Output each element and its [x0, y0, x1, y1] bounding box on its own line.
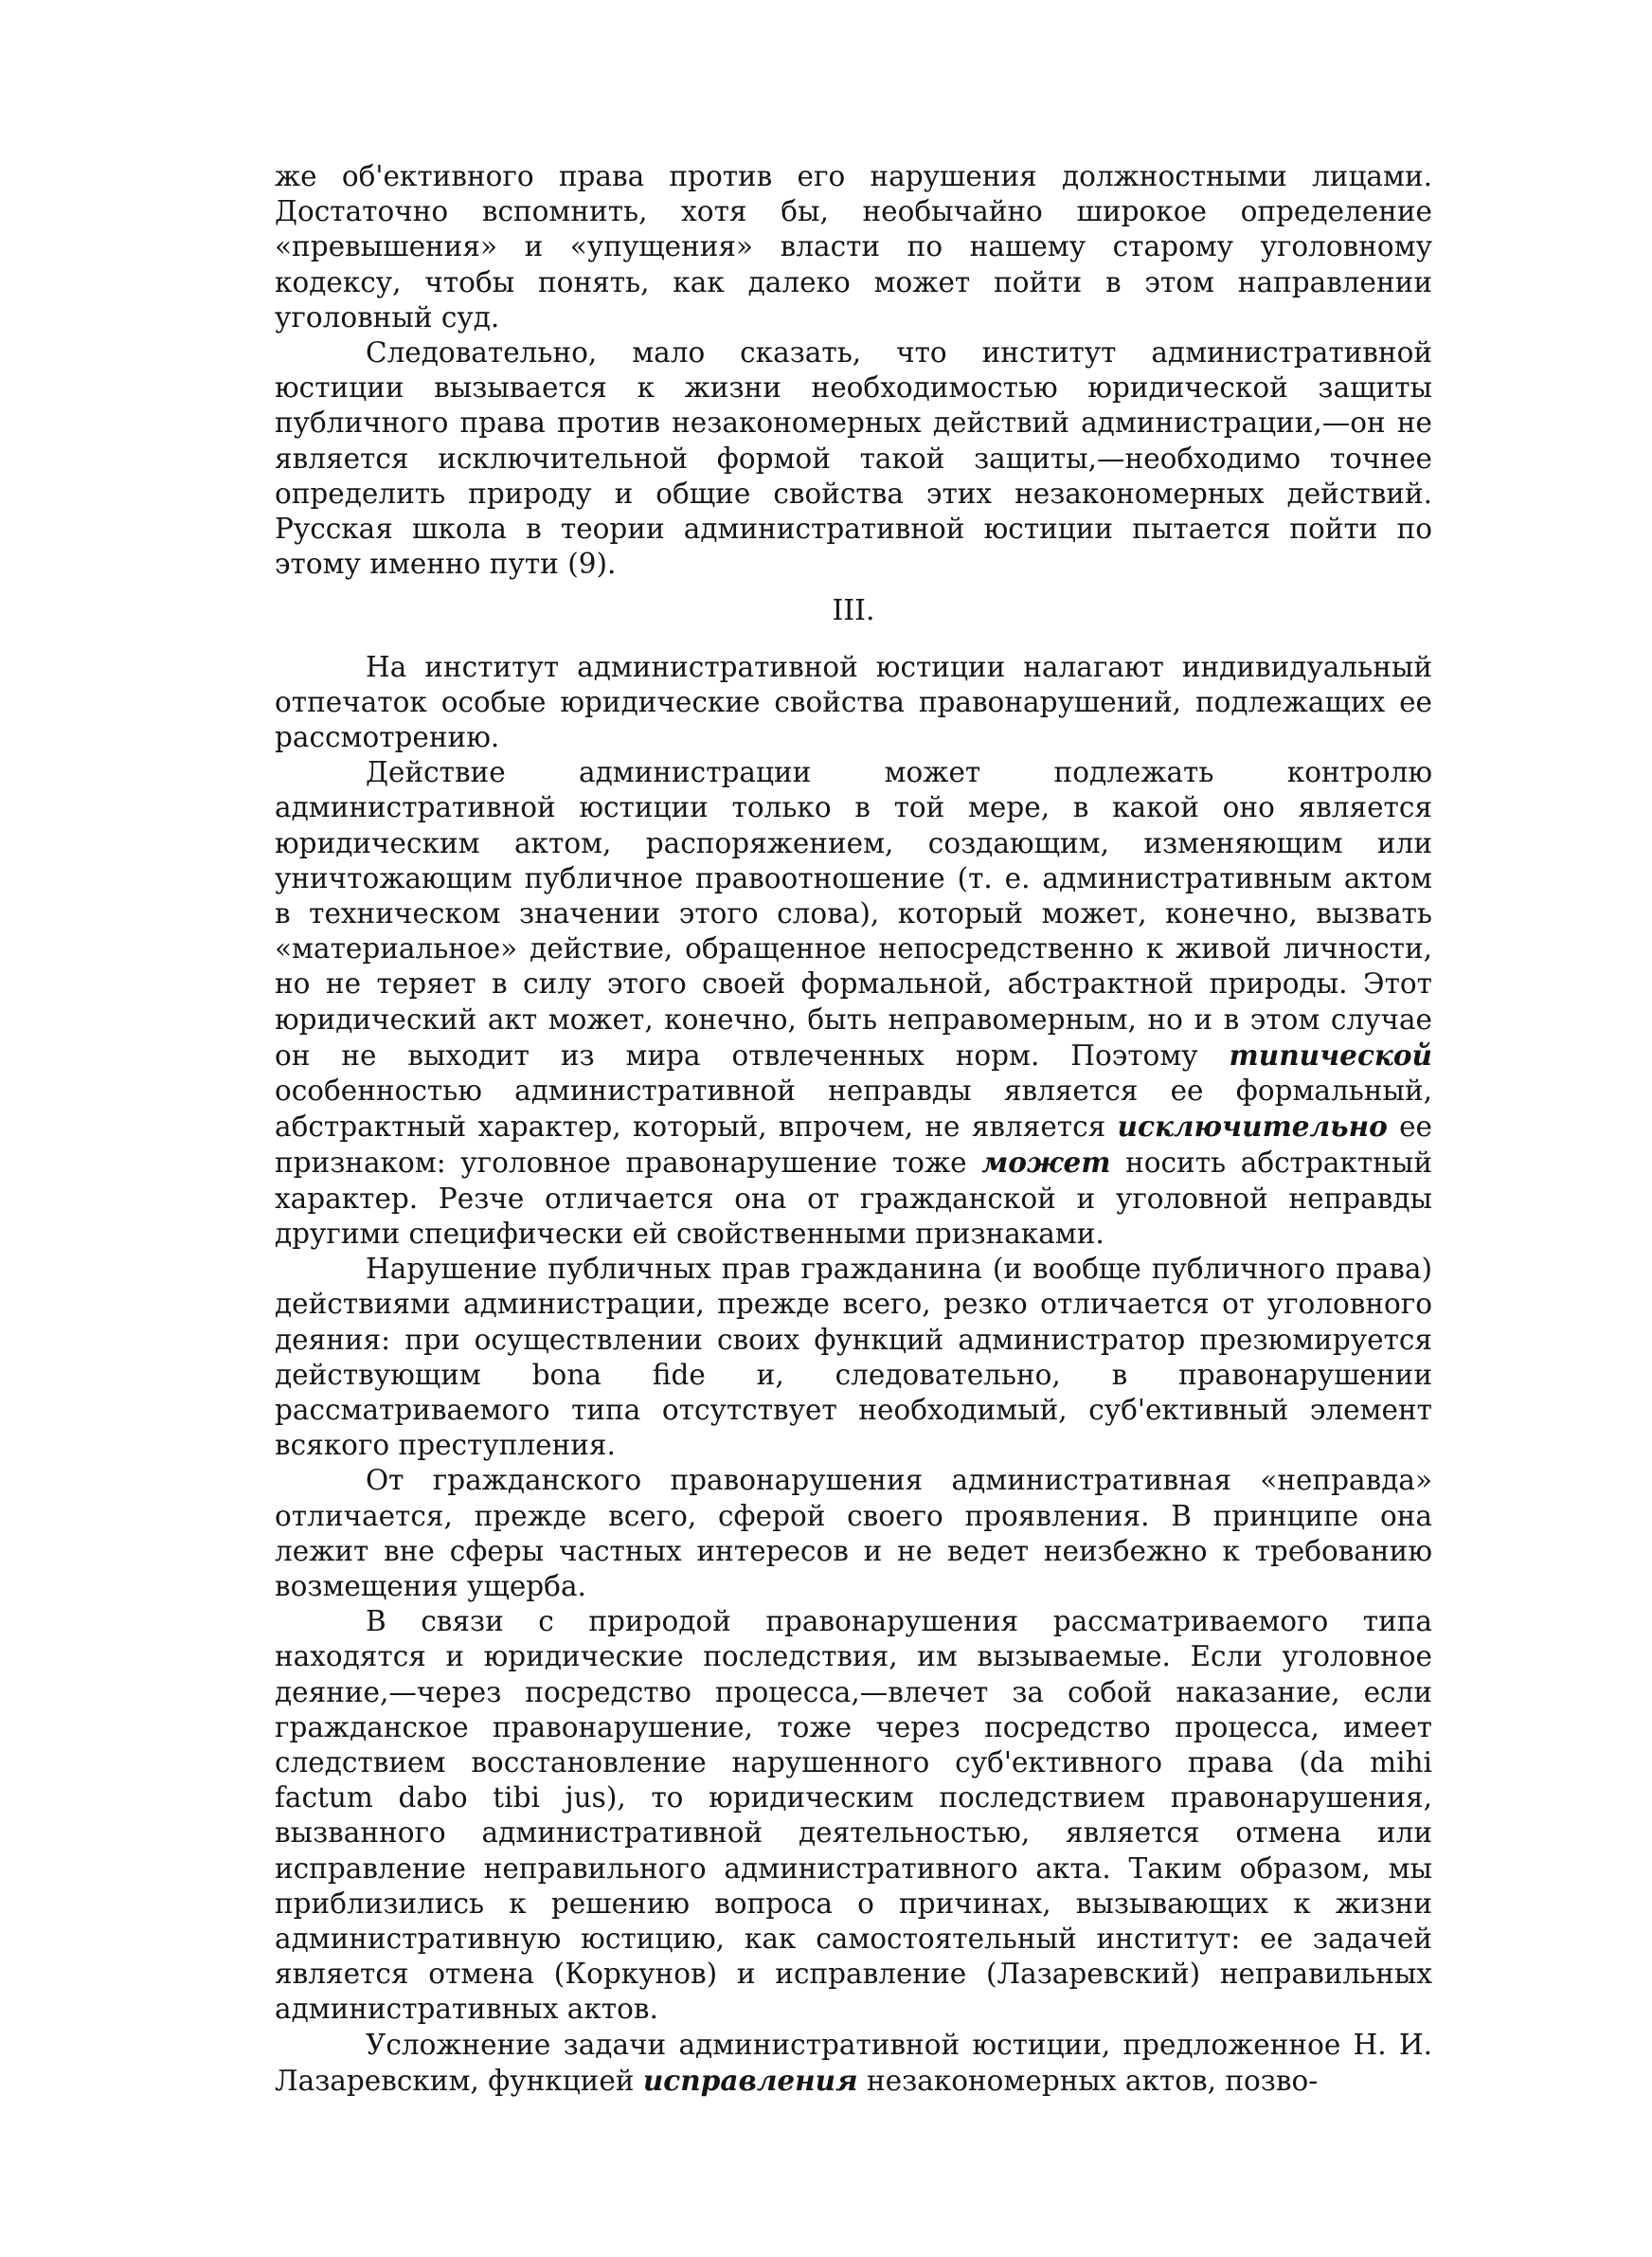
paragraph-5 [275, 1252, 1432, 1463]
paragraph-8 [275, 2028, 1432, 2099]
paragraph-text: же об'ективного права против его нарушения должностными лицами. Достаточно вспомнить, хотя бы, необычайно широкое определение «превышения» и «упущения» власти по нашему старому уголовному кодексу, чтобы понять, как далеко может пойти в этом направлении уголовный суд. [275, 160, 1432, 334]
paragraph-text: Нарушение публичных прав гражданина (и вообще публичного права) действиями администрации, прежде всего, резко отличается от уголовного деяния: при осуществлении своих функций администратор презюмируется действующим bona fide и, следовательно, в правонарушении рассматриваемого типа отсутствует необходимый, суб'ективный элемент всякого преступления. [275, 1253, 1432, 1462]
emphasis-text: исключительно [1117, 1110, 1388, 1144]
paragraph-text: ее признаком: уголовное правонарушение тоже [275, 1110, 1433, 1180]
paragraph-text: На институт административной юстиции налагают индивидуальный отпечаток особые юридические свойства правонарушений, подлежащих ее рассмотрению. [275, 650, 1432, 754]
paragraph-text: носить абстрактный характер. Резче отличается она от гражданской и уголовной неправды другими специфически ей свойственными признаками. [275, 1147, 1432, 1250]
paragraph-text: Усложнение задачи административной юстиции, предложенное Н. И. Лазаревским, функцией [275, 2028, 1432, 2097]
paragraph-text: Следовательно, мало сказать, что институт административной юстиции вызывается к жизни необходимостью юридической защиты публичного права против незакономерных действий администрации,—он не является исключительной формой такой защиты,—необходимо точнее определить природу и общие свойства этих незакономерных действий. Русская школа в теории административной юстиции пытается пойти по этому именно пути (9). [275, 336, 1432, 581]
emphasis-text: может [981, 1146, 1111, 1180]
paragraph-text: незакономерных актов, позво- [857, 2064, 1319, 2097]
paragraph-text: особенностью административной неправды является ее формальный, абстрактный характер, который, впрочем, не является [275, 1074, 1432, 1144]
paragraph-6 [275, 1463, 1432, 1604]
paragraph-text: Действие администрации может подлежать контролю административной юстиции только в той мере, в какой оно является юридическим актом, распоряжением, создающим, изменяющим или уничтожающим публичное правоотношение (т. е. административным актом в техническом значении этого слова), который может, конечно, вызвать «материальное» действие, обращенное непосредственно к живой личности, но не теряет в силу этого своей формальной, абстрактной природы. Этот юридический акт может, конечно, быть неправомерным, но и в этом случае он не выходит из мира отвлеченных норм. Поэтому [275, 756, 1432, 1072]
paragraph-4 [275, 755, 1432, 1252]
paragraph-text: От гражданского правонарушения административная «неправда» отличается, прежде всего, сферой своего проявления. В принципе она лежит вне сферы частных интересов и не ведет неизбежно к требованию возмещения ущерба. [275, 1464, 1432, 1602]
emphasis-text: типической [1229, 1038, 1432, 1072]
paragraph-3 [275, 650, 1432, 756]
emphasis-text: исправления [642, 2063, 858, 2097]
paragraph-1 [275, 159, 1432, 335]
paragraph-7 [275, 1604, 1432, 2027]
paragraph-2 [275, 335, 1432, 582]
paragraph-text: В связи с природой правонарушения рассматриваемого типа находятся и юридические последствия, им вызываемые. Если уголовное деяние,—через посредство процесса,—влечет за собой наказание, если гражданское правонарушение, тоже через посредство процесса, имеет следствием восстановление нарушенного суб'ективного права (da mihi factum dabo tibi jus), то юридическим последствием правонарушения, вызванного административной деятельностью, является отмена или исправление неправильного административного акта. Таким образом, мы приблизились к решению вопроса о причинах, вызывающих к жизни административную юстицию, как самостоятельный институт: ее задачей является отмена (Коркунов) и исправление (Лазаревский) неправильных административных актов. [275, 1605, 1432, 2026]
page-text [275, 159, 1432, 2099]
section-heading: III. [832, 594, 875, 628]
